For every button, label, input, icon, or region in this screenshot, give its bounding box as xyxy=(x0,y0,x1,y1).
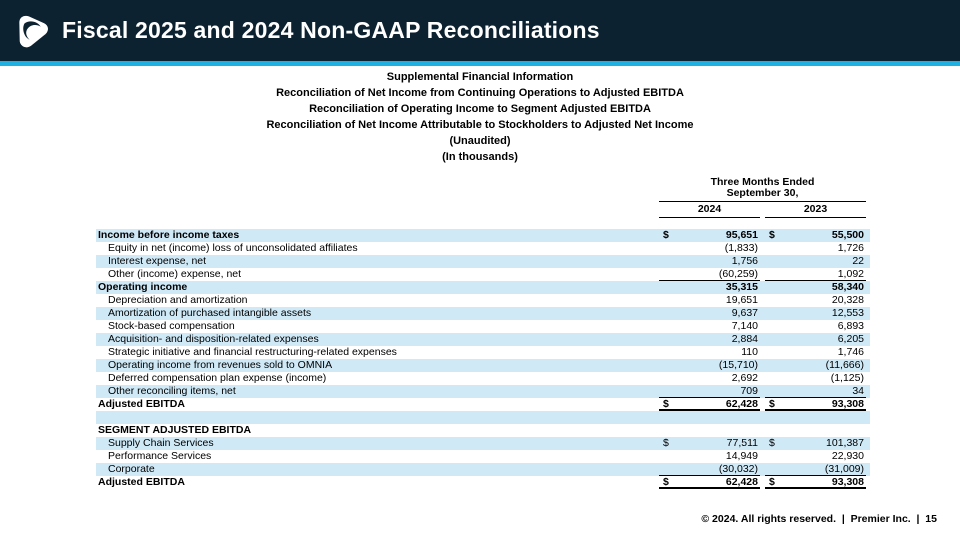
value-number: 12,553 xyxy=(831,307,864,319)
row-label: Performance Services xyxy=(108,450,212,462)
dollar-sign: $ xyxy=(769,398,775,410)
row-end-pad xyxy=(866,242,870,255)
value-2024 xyxy=(659,333,760,346)
value-number: 20,328 xyxy=(831,294,864,306)
table-spacer-row xyxy=(96,411,870,424)
value-2023 xyxy=(765,437,866,450)
table-row xyxy=(96,476,870,489)
value-number: (30,032) xyxy=(718,463,758,475)
value-2024 xyxy=(659,385,760,398)
dollar-sign: $ xyxy=(769,476,775,488)
row-label: Adjusted EBITDA xyxy=(98,398,185,410)
value-2024 xyxy=(659,320,760,333)
table-row xyxy=(96,424,870,437)
row-label: Depreciation and amortization xyxy=(108,294,248,306)
value-number: 77,511 xyxy=(726,437,758,449)
table-row xyxy=(96,346,870,359)
value-number: 1,092 xyxy=(837,268,864,280)
row-end-pad xyxy=(866,281,870,294)
value-2024 xyxy=(659,463,760,476)
row-end-pad xyxy=(866,307,870,320)
value-number: 110 xyxy=(741,346,758,358)
value-2023 xyxy=(765,281,866,294)
value-number: 62,428 xyxy=(725,476,758,488)
value-number: 22 xyxy=(852,255,864,267)
value-number: 93,308 xyxy=(831,476,864,488)
table-row xyxy=(96,359,870,372)
heading-line: Reconciliation of Net Income Attributable to Stockholders to Adjusted Net Income xyxy=(266,119,694,131)
value-2024 xyxy=(659,398,760,411)
heading-line: Supplemental Financial Information xyxy=(386,71,574,83)
dollar-sign: $ xyxy=(663,437,669,449)
value-2023 xyxy=(765,294,866,307)
row-end-pad xyxy=(866,385,870,398)
row-end-pad xyxy=(866,255,870,268)
row-label: SEGMENT ADJUSTED EBITDA xyxy=(98,424,252,436)
row-end-pad xyxy=(866,359,870,372)
value-number: 2,692 xyxy=(731,372,758,384)
row-end-pad xyxy=(866,294,870,307)
table-body xyxy=(96,229,870,489)
row-end-pad xyxy=(866,450,870,463)
row-label: Amortization of purchased intangible assets xyxy=(108,307,312,319)
row-label: Acquisition- and disposition-related expenses xyxy=(108,333,319,345)
value-number: (60,259) xyxy=(718,268,758,280)
value-2024 xyxy=(659,450,760,463)
dollar-sign: $ xyxy=(663,476,669,488)
row-end-pad xyxy=(866,437,870,450)
value-number: 1,726 xyxy=(837,242,864,254)
row-label: Strategic initiative and financial restructuring-related expenses xyxy=(108,346,397,358)
value-2024 xyxy=(659,437,760,450)
value-2024 xyxy=(659,476,760,489)
value-number: 34 xyxy=(852,385,864,397)
row-label: Other (income) expense, net xyxy=(108,268,242,280)
period-header xyxy=(659,177,866,202)
table-row xyxy=(96,398,870,411)
value-number: 1,746 xyxy=(837,346,864,358)
value-number: (11,666) xyxy=(825,359,864,371)
value-2023 xyxy=(765,333,866,346)
value-number: (31,009) xyxy=(824,463,864,475)
value-2023 xyxy=(765,255,866,268)
value-2024 xyxy=(659,346,760,359)
table-row xyxy=(96,463,870,476)
dollar-sign: $ xyxy=(769,437,775,449)
table-row xyxy=(96,281,870,294)
value-2023 xyxy=(765,463,866,476)
header-bar xyxy=(0,0,960,61)
value-number: 62,428 xyxy=(725,398,758,410)
value-2024 xyxy=(659,294,760,307)
value-number: 22,930 xyxy=(831,450,864,462)
table-row xyxy=(96,294,870,307)
value-number: 9,637 xyxy=(731,307,758,319)
row-end-pad xyxy=(866,268,870,281)
year-columns xyxy=(659,203,870,218)
row-label: Operating income from revenues sold to OMNIA xyxy=(108,359,333,371)
value-2023 xyxy=(765,320,866,333)
period-header-line2: September 30, xyxy=(726,187,799,199)
value-2023 xyxy=(765,268,866,281)
value-2024 xyxy=(659,242,760,255)
row-label: Income before income taxes xyxy=(98,229,240,241)
accent-bar xyxy=(0,61,960,66)
value-number: 95,651 xyxy=(725,229,758,241)
heading-line: Reconciliation of Net Income from Continuing Operations to Adjusted EBITDA xyxy=(276,87,684,99)
value-2023 xyxy=(765,450,866,463)
table-row xyxy=(96,229,870,242)
heading-line: (Unaudited) xyxy=(449,135,511,147)
table-row xyxy=(96,255,870,268)
value-number: 58,340 xyxy=(831,281,864,293)
value-2023 xyxy=(765,372,866,385)
row-end-pad xyxy=(866,346,870,359)
table-row xyxy=(96,307,870,320)
value-number: 55,500 xyxy=(831,229,864,241)
footer-text: © 2024. All rights reserved. | Premier Inc. | 15 xyxy=(701,513,937,525)
table-row xyxy=(96,385,870,398)
dollar-sign: $ xyxy=(663,229,669,241)
row-label: Deferred compensation plan expense (income) xyxy=(108,372,327,384)
value-number: 93,308 xyxy=(831,398,864,410)
table-row xyxy=(96,242,870,255)
heading-line: (In thousands) xyxy=(442,151,518,163)
value-2024 xyxy=(659,281,760,294)
value-2023 xyxy=(765,359,866,372)
value-2023 xyxy=(765,476,866,489)
row-end-pad xyxy=(866,476,870,489)
value-number: 35,315 xyxy=(725,281,758,293)
value-number: (1,833) xyxy=(724,242,758,254)
table-row xyxy=(96,268,870,281)
row-label: Corporate xyxy=(108,463,155,475)
row-end-pad xyxy=(866,320,870,333)
value-number: 6,893 xyxy=(837,320,864,332)
row-end-pad xyxy=(866,333,870,346)
value-2023 xyxy=(765,242,866,255)
value-2023 xyxy=(765,229,866,242)
value-2024 xyxy=(659,268,760,281)
value-2024 xyxy=(659,372,760,385)
value-2024 xyxy=(659,359,760,372)
value-2023 xyxy=(765,346,866,359)
value-number: 19,651 xyxy=(725,294,758,306)
dollar-sign: $ xyxy=(769,229,775,241)
row-end-pad xyxy=(866,372,870,385)
value-2023 xyxy=(765,307,866,320)
value-number: 1,756 xyxy=(731,255,758,267)
value-2024 xyxy=(659,255,760,268)
row-label: Equity in net (income) loss of unconsolidated affiliates xyxy=(108,242,358,254)
table-row xyxy=(96,333,870,346)
value-2024 xyxy=(659,307,760,320)
row-end-pad xyxy=(866,398,870,411)
value-number: 2,884 xyxy=(731,333,758,345)
row-label: Other reconciling items, net xyxy=(108,385,236,397)
row-end-pad xyxy=(866,463,870,476)
column-header-2023: 2023 xyxy=(765,203,866,218)
period-header-line1: Three Months Ended xyxy=(710,176,815,188)
table-row xyxy=(96,437,870,450)
document-headings xyxy=(0,69,960,165)
value-2024 xyxy=(659,229,760,242)
column-header-2024: 2024 xyxy=(659,203,760,218)
value-number: 6,205 xyxy=(837,333,864,345)
row-label: Operating income xyxy=(98,281,188,293)
row-label: Supply Chain Services xyxy=(108,437,214,449)
row-end-pad xyxy=(866,229,870,242)
row-label: Stock-based compensation xyxy=(108,320,235,332)
table-row xyxy=(96,320,870,333)
value-number: 709 xyxy=(740,385,758,397)
value-number: 101,387 xyxy=(826,437,864,449)
page-title: Fiscal 2025 and 2024 Non-GAAP Reconciliations xyxy=(62,17,600,43)
heading-line: Reconciliation of Operating Income to Segment Adjusted EBITDA xyxy=(309,103,651,115)
dollar-sign: $ xyxy=(663,398,669,410)
table-row xyxy=(96,372,870,385)
value-2023 xyxy=(765,398,866,411)
value-number: 7,140 xyxy=(731,320,758,332)
table-row xyxy=(96,450,870,463)
row-label: Interest expense, net xyxy=(108,255,207,267)
value-number: (15,710) xyxy=(718,359,758,371)
premier-logo-icon xyxy=(13,12,51,50)
value-2023 xyxy=(765,385,866,398)
row-label: Adjusted EBITDA xyxy=(98,476,185,488)
reconciliation-table xyxy=(96,177,870,489)
value-number: 14,949 xyxy=(725,450,758,462)
value-number: (1,125) xyxy=(830,372,864,384)
